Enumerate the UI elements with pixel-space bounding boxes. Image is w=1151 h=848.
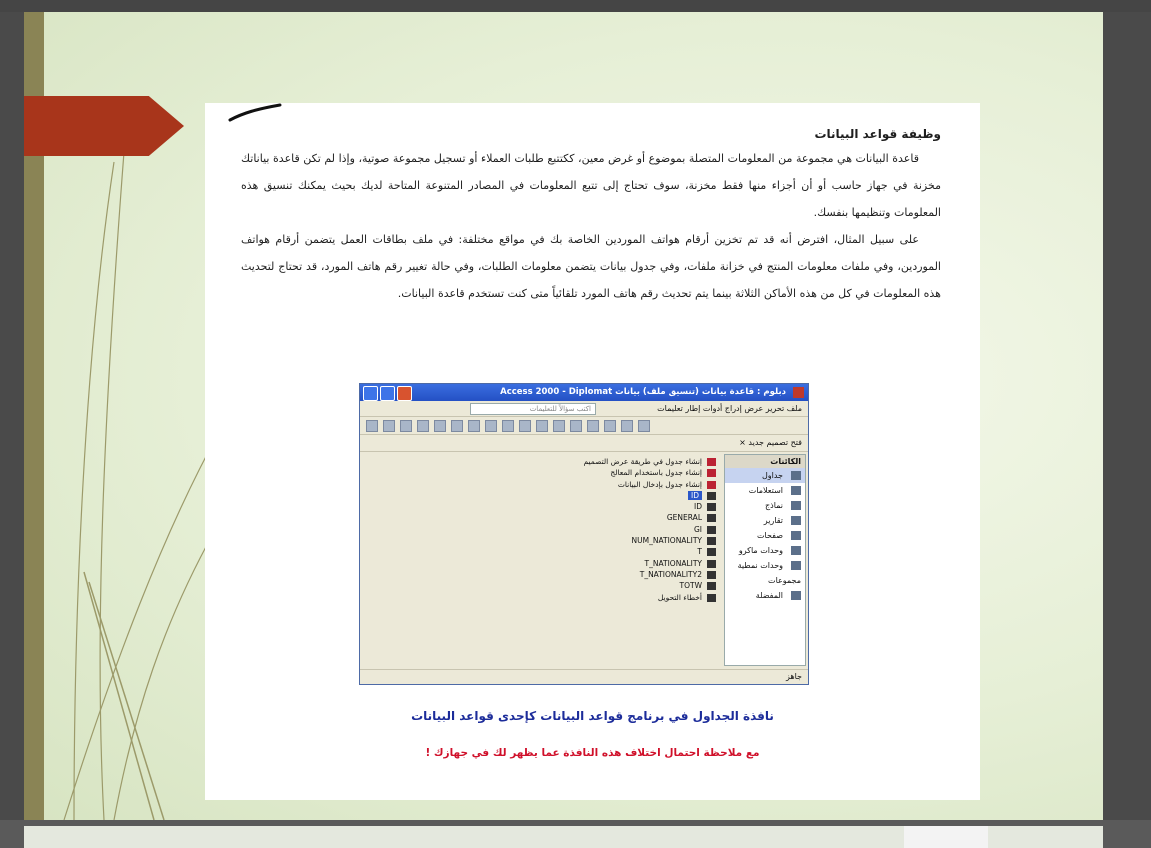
properties-icon: [587, 420, 599, 432]
analyze-icon: [553, 420, 565, 432]
object-item: تقارير: [725, 513, 805, 528]
pen-stroke-icon: [225, 103, 285, 123]
list-item: GI: [368, 524, 718, 535]
new-object-icon: [621, 420, 633, 432]
minimize-icon: [363, 386, 378, 401]
paragraph-1: قاعدة البيانات هي مجموعة من المعلومات المتصلة بموضوع أو غرض معين، ككتتبع طلبات العملاء أو تسجيل مجموعة صوتية، وإذا لم تكن قاعدة بياناتك مخزنة في جهاز حاسب أو أن أجزاء منها فقط مخزنة، سوف تحتاج إلى تتبع المعلومات في المصادر المتنوعة المتاحة لديك بحيث يمكنك تنسيق هذه المعلومات وتنظيمها بنفسك.: [241, 152, 941, 219]
list-item: T_NATIONALITY: [368, 558, 718, 569]
spelling-icon: [451, 420, 463, 432]
window-buttons: [363, 386, 412, 401]
menu-items: ملف تحرير عرض إدراج أدوات إطار تعليمات: [657, 404, 802, 413]
help-icon: [638, 420, 650, 432]
list-item: T_NATIONALITY2: [368, 569, 718, 580]
page-icon: [791, 531, 801, 540]
open-icon: [383, 420, 395, 432]
print-icon: [417, 420, 429, 432]
table-icon: [707, 548, 716, 556]
top-bar: [0, 0, 1151, 12]
object-item: وحدات ماكرو: [725, 543, 805, 558]
list-item: إنشاء جدول بإدخال البيانات: [368, 479, 718, 490]
object-item: جداول: [725, 468, 805, 483]
help-search-box: اكتب سؤالاً للتعليمات: [470, 403, 596, 415]
copy-icon: [485, 420, 497, 432]
relationships-icon: [604, 420, 616, 432]
maximize-icon: [380, 386, 395, 401]
document-page: [205, 103, 980, 800]
list-item: NUM_NATIONALITY: [368, 535, 718, 546]
object-item: صفحات: [725, 528, 805, 543]
table-icon: [707, 571, 716, 579]
tables-list: [368, 456, 718, 666]
favorites-icon: [791, 591, 801, 600]
document-heading: وظيفة قواعد البيانات: [814, 127, 941, 141]
list-item: T: [368, 546, 718, 557]
standard-toolbar: [360, 417, 808, 435]
table-icon: [791, 471, 801, 480]
list-item: ID: [368, 490, 718, 501]
table-icon: [707, 492, 716, 500]
table-icon: [707, 582, 716, 590]
access-window-screenshot: [359, 383, 809, 685]
groups-label: مجموعات: [768, 576, 801, 585]
table-icon: [707, 526, 716, 534]
paragraph-2: على سبيل المثال، افترض أنه قد تم تخزين أرقام هواتف الموردين الخاصة بك في مواقع مختلفة: في ملف بطاقات العمل يتضمن أرقام هواتف الموردين، وفي ملفات معلومات المنتج في خزانة ملفات، وفي جدول بيانات يتضمن معلومات الطلبات، وفي حالة تغيير رقم هاتف المورد، قد تحتاج لتحديث هذه المعلومات في كل من هذه الأماكن الثلاثة بينما يتم تحديث رقم هاتف المورد تلقائياً متى كنت تستخدم قاعدة البيانات.: [241, 233, 941, 300]
next-slide-strip: [24, 826, 1103, 848]
menu-bar: [360, 401, 808, 417]
wizard-icon: [707, 469, 716, 477]
close-icon: [397, 386, 412, 401]
new-icon: [366, 420, 378, 432]
objects-pane: [724, 454, 806, 666]
table-icon: [707, 560, 716, 568]
table-icon: [707, 503, 716, 511]
table-icon: [707, 537, 716, 545]
list-item: إنشاء جدول في طريقة عرض التصميم: [368, 456, 718, 467]
window-title-bar: [360, 384, 808, 401]
list-item: TOTW: [368, 580, 718, 591]
module-icon: [791, 561, 801, 570]
status-bar: جاهز: [360, 669, 808, 684]
wizard-icon: [707, 458, 716, 466]
preview-icon: [434, 420, 446, 432]
objects-header: الكائنات: [725, 455, 805, 468]
wizard-icon: [707, 481, 716, 489]
save-icon: [400, 420, 412, 432]
list-item: إنشاء جدول باستخدام المعالج: [368, 467, 718, 478]
object-item: نماذج: [725, 498, 805, 513]
object-item: استعلامات: [725, 483, 805, 498]
paste-icon: [502, 420, 514, 432]
office-links-icon: [536, 420, 548, 432]
table-icon: [707, 594, 716, 602]
query-icon: [791, 486, 801, 495]
macro-icon: [791, 546, 801, 555]
cut-icon: [468, 420, 480, 432]
document-body: [241, 123, 941, 307]
list-item: GENERAL: [368, 512, 718, 523]
caption-note: مع ملاحظة احتمال اختلاف هذه النافذة عما يظهر لك في جهازك !: [425, 747, 760, 759]
list-item: أخطاء التحويل: [368, 592, 718, 603]
thumbnail-box: [904, 826, 988, 848]
undo-icon: [519, 420, 531, 432]
database-toolbar: فتح تصميم جديد ×: [360, 435, 808, 452]
report-icon: [791, 516, 801, 525]
object-item: وحدات نمطية: [725, 558, 805, 573]
window-title: دبلوم : قاعدة بيانات (تنسيق ملف) بيانات Access 2000 - Diplomat: [500, 387, 786, 397]
form-icon: [791, 501, 801, 510]
access-app-icon: [793, 387, 804, 398]
object-item: المفضلة: [725, 588, 805, 603]
list-item: ID: [368, 501, 718, 512]
caption-title: نافذة الجداول في برنامج قواعد البيانات كإحدى قواعد البيانات: [411, 709, 774, 723]
code-icon: [570, 420, 582, 432]
table-icon: [707, 514, 716, 522]
